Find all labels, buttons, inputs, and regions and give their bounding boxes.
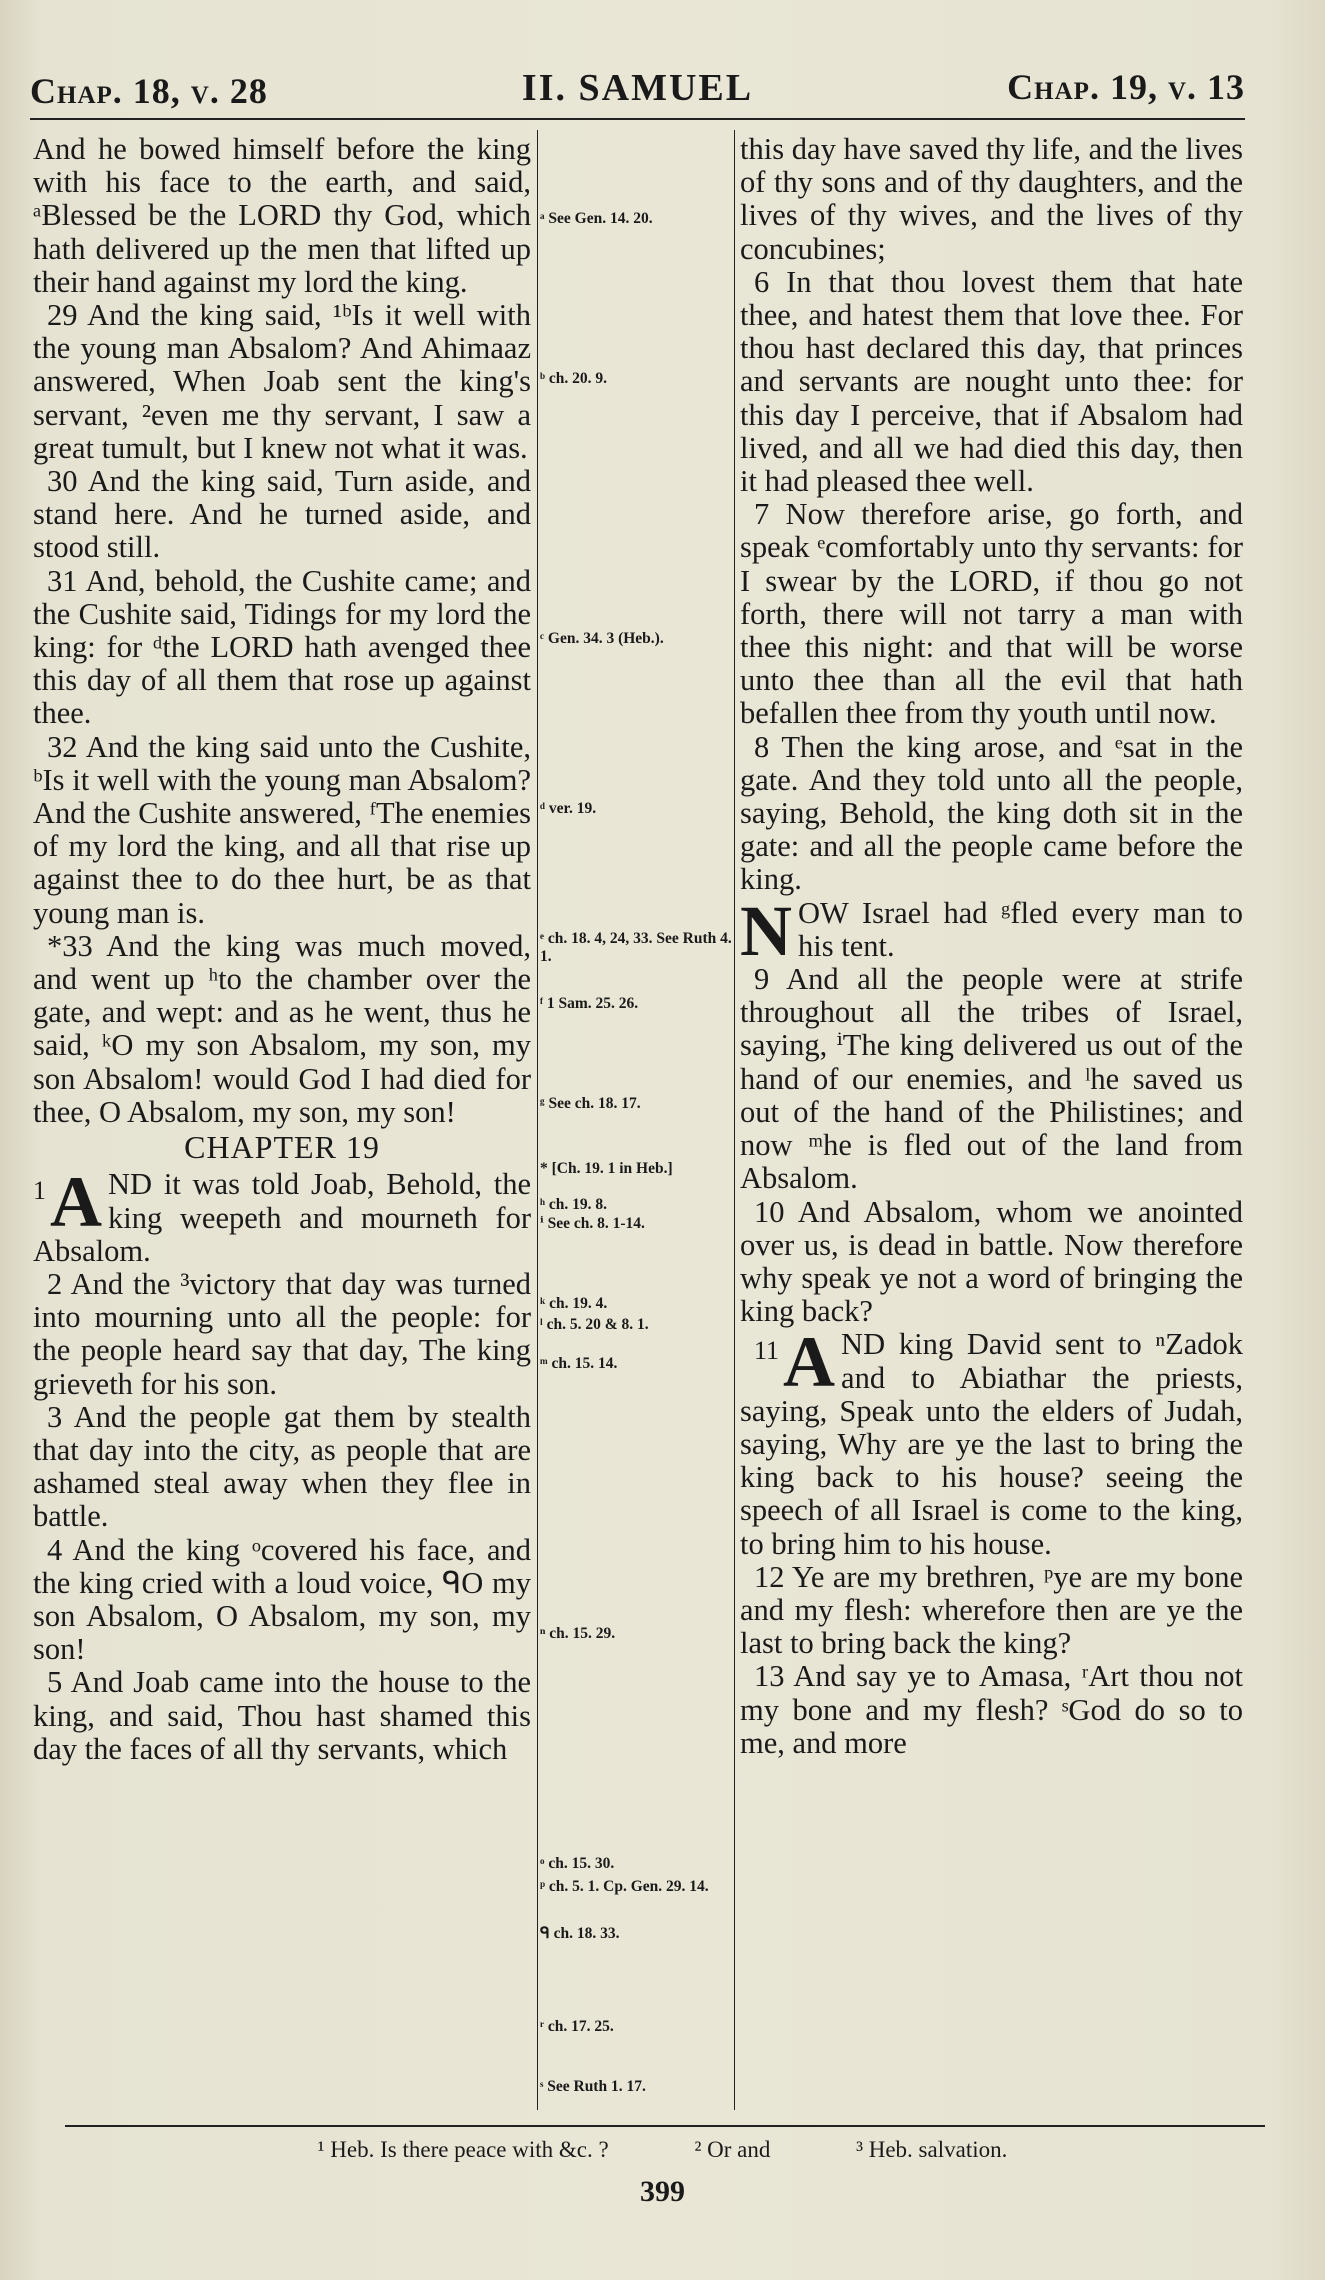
header-right: Chap. 19, v. 13: [1007, 67, 1245, 107]
verse-number: 11: [754, 1336, 780, 1366]
verse-text: 3 And the people gat them by stealth that day into the city, as people that are ashamed steal away when they flee in battle.: [33, 1399, 531, 1534]
reference: ᵒ ch. 15. 30.: [540, 1855, 615, 1872]
reference: ᵍ See ch. 18. 17.: [540, 1095, 641, 1112]
footnotes: [0, 2137, 1325, 2163]
right-column: [740, 133, 1243, 1760]
drop-cap: A: [783, 1322, 836, 1403]
chapter-heading: CHAPTER 19: [184, 1129, 380, 1166]
verse-text: 9 And all the people were at strife throughout all the tribes of Israel, saying, ⁱThe king delivered us out of the hand of our enemies, and ˡhe saved us out of the hand of the Philistines; and now ᵐhe is fled out of the land from Absalom.: [740, 962, 1243, 1196]
left-column: [33, 133, 531, 1766]
verse-text: 2 And the ³victory that day was turned into mourning unto all the people: for the people heard say that day, The king grieveth for his son.: [33, 1266, 531, 1401]
running-header: [30, 58, 1245, 118]
verse-text: 8 Then the king arose, and ᵉsat in the gate. And they told unto all the people, saying, Behold, the king doth sit in the gate: and all the people came before the king.: [740, 729, 1243, 897]
header-left: Chap. 18, v. 28: [30, 71, 268, 111]
reference: ʰ ch. 19. 8.: [540, 1196, 608, 1213]
verse-text: ND king David sent to ⁿZadok and to Abiathar the priests, saying, Speak unto the elders of Judah, saying, Why are ye the last to bring the king back to his house? seeing the speech of all Israel is come to the king, to bring him to his house.: [740, 1327, 1243, 1561]
reference: ᵈ ver. 19.: [540, 800, 597, 817]
verse-text: 5 And Joab came into the house to the king, and said, Thou hast shamed this day the faces of all thy servants, which: [33, 1665, 531, 1766]
verse-text: 7 Now therefore arise, go forth, and speak ᵉcomfortably unto thy servants: for I swear by the LORD, if thou go not forth, there will not tarry a man with thee this night: and that will be worse unto thee than all the evil that hath befallen thee from thy youth until now.: [740, 497, 1243, 731]
drop-cap: N: [740, 890, 792, 971]
left-column-rule: [537, 130, 538, 2110]
reference: ᵉ ch. 18. 4, 24, 33. See Ruth 4. 1.: [540, 930, 732, 965]
reference: ˡ ch. 5. 20 & 8. 1.: [540, 1316, 649, 1333]
section-opening: [740, 890, 1243, 971]
book-title: II. SAMUEL: [521, 67, 754, 109]
header-rule: [30, 118, 1245, 120]
verse-text: 30 And the king said, Turn aside, and stand here. And he turned aside, and stood still.: [33, 464, 531, 565]
reference: ᶜ Gen. 34. 3 (Heb.).: [540, 630, 664, 647]
page-number: 399: [640, 2175, 685, 2208]
verse-text: 4 And the king ᵒcovered his face, and the king cried with a loud voice, ᑫO my son Absalom, O Absalom, my son, my son!: [33, 1532, 531, 1667]
reference: ᶠ 1 Sam. 25. 26.: [540, 995, 639, 1012]
verse-text: 29 And the king said, ¹ᵇIs it well with the young man Absalom? And Ahimaaz answered, When Joab sent the king's servant, ²even me thy servant, I saw a great tumult, but I knew not what it was.: [33, 298, 531, 465]
reference: ˢ See Ruth 1. 17.: [540, 2078, 646, 2095]
verse-text: *33 And the king was much moved, and went up ʰto the chamber over the gate, and wept: and as he went, thus he said, ᵏO my son Absalom, my son, my son Absalom! would God I had died for thee, O Absalom, my son, my son!: [33, 928, 531, 1129]
verse-text: 6 In that thou lovest them that hate thee, and hatest them that love thee. For thou hast declared this day, that princes and servants are nought unto thee: for this day I perceive, that if Absalom had lived, and all we had died this day, then it had pleased thee well.: [740, 264, 1243, 499]
verse-text: 31 And, behold, the Cushite came; and the Cushite said, Tidings for my lord the king: for ᵈthe LORD hath avenged thee this day of all them that rose up against thee.: [33, 563, 531, 731]
reference: ⁱ See ch. 8. 1-14.: [540, 1215, 645, 1232]
cross-references: [540, 140, 740, 2100]
verse-text: ND it was told Joab, Behold, the king weepeth and mourneth for Absalom.: [33, 1167, 531, 1268]
verse-text: 13 And say ye to Amasa, ʳArt thou not my bone and my flesh? ˢGod do so to me, and more: [740, 1659, 1243, 1760]
reference: ᵇ ch. 20. 9.: [540, 370, 608, 387]
reference: ʳ ch. 17. 25.: [540, 2018, 614, 2035]
chapter-opening-verse: [33, 1162, 531, 1268]
verse-text: this day have saved thy life, and the lives of thy sons and of thy daughters, and the lives of thy wives, and the lives of thy concubines;: [740, 132, 1243, 266]
reference: ᑫ ch. 18. 33.: [540, 1925, 620, 1942]
footnote: ³ Heb. salvation.: [856, 2137, 1008, 2162]
verse-text: 12 Ye are my brethren, ᵖye are my bone and my flesh: wherefore then are ye the last to bring back the king?: [740, 1559, 1243, 1661]
verse-number: 1: [33, 1176, 46, 1206]
footnote: ² Or and: [694, 2137, 771, 2162]
footer-rule: [65, 2125, 1265, 2127]
verse-text: OW Israel had ᵍfled every man to his tent.: [798, 895, 1243, 963]
verse-text: 32 And the king said unto the Cushite, ᵇIs it well with the young man Absalom? And the Cushite answered, ᶠThe enemies of my lord the king, and all that rise up against thee to do thee hurt, be as that young man is.: [33, 729, 531, 930]
reference: ᵏ ch. 19. 4.: [540, 1295, 608, 1312]
verse-text: 10 And Absalom, whom we anointed over us, is dead in battle. Now therefore why speak ye not a word of bringing the king back?: [740, 1194, 1243, 1329]
reference: ᵐ ch. 15. 14.: [540, 1355, 618, 1372]
reference: ᵖ ch. 5. 1. Cp. Gen. 29. 14.: [540, 1878, 709, 1895]
reference: * [Ch. 19. 1 in Heb.]: [540, 1160, 673, 1177]
section-opening: [740, 1322, 1243, 1561]
footnote: ¹ Heb. Is there peace with &c. ?: [317, 2137, 609, 2162]
verse-text: And he bowed himself before the king with his face to the earth, and said, ᵃBlessed be the LORD thy God, which hath delivered up the men that lifted up their hand against my lord the king.: [33, 132, 531, 299]
reference: ᵃ See Gen. 14. 20.: [540, 210, 653, 227]
reference: ⁿ ch. 15. 29.: [540, 1625, 616, 1642]
drop-cap: A: [50, 1162, 102, 1243]
